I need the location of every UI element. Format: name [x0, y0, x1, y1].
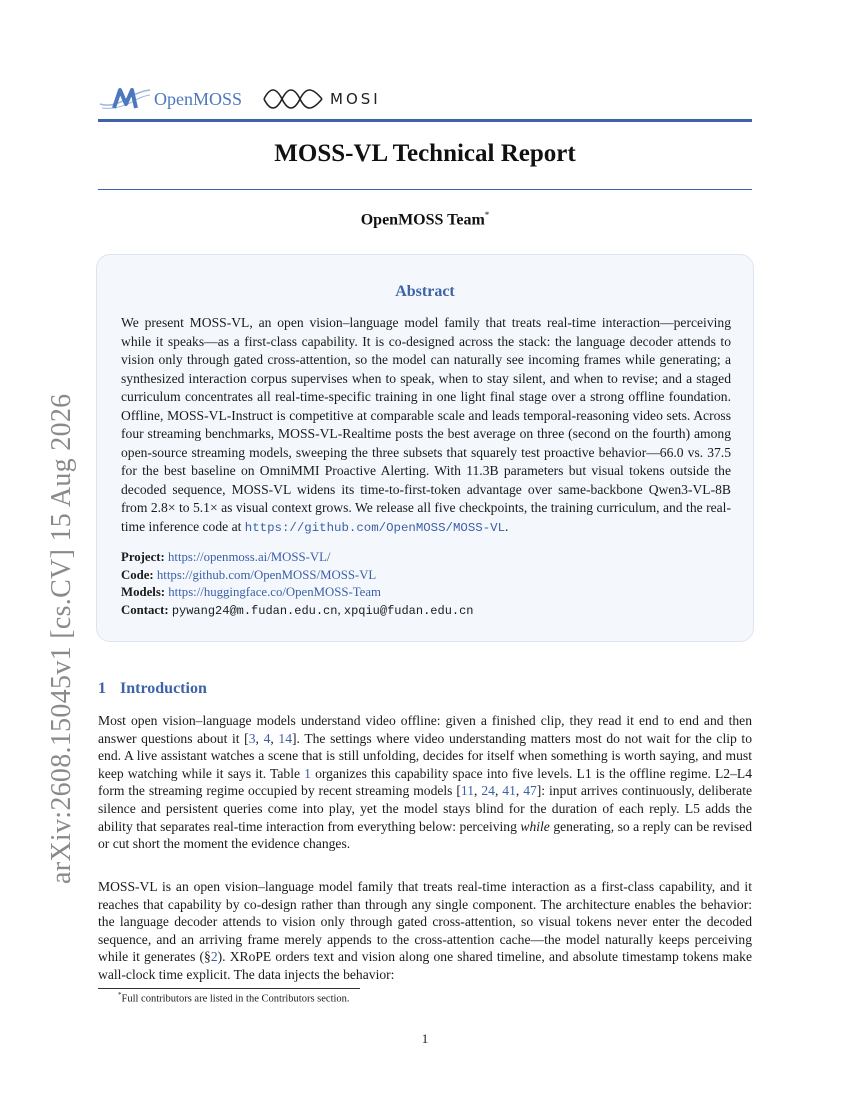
code-line: [121, 567, 474, 585]
citation[interactable]: 14: [278, 730, 292, 746]
header-logos: [98, 84, 381, 114]
footnote: [118, 991, 350, 1005]
abstract-box: [96, 254, 754, 642]
mosi-wave-icon: [262, 88, 324, 110]
citation[interactable]: 47: [523, 783, 537, 799]
citation[interactable]: 4: [263, 730, 271, 746]
contact-label: Contact:: [121, 602, 169, 617]
table-reference[interactable]: 1: [304, 765, 311, 781]
abstract-meta: [121, 549, 474, 620]
openmoss-logo-text: OpenMOSS: [154, 88, 243, 109]
arxiv-stamp: arXiv:2608.15045v1 [cs.CV] 15 Aug 2026: [46, 393, 77, 884]
abstract-code-link[interactable]: https://github.com/OpenMOSS/MOSS-VL: [244, 520, 506, 535]
section-heading: [98, 680, 207, 698]
project-line: [121, 549, 474, 567]
paper-authors: [98, 210, 752, 229]
title-rule-bottom: [98, 189, 752, 190]
author-footnote-mark: *: [484, 210, 490, 220]
contact-separator: ,: [337, 602, 341, 617]
footnote-rule: [98, 988, 360, 989]
section-number: 1: [98, 680, 106, 697]
project-label: Project:: [121, 550, 165, 564]
emphasis-while: while: [520, 818, 550, 834]
page-number: 1: [421, 1031, 429, 1046]
openmoss-mark-icon: [98, 86, 152, 112]
abstract-body: We present MOSS-VL, an open vision–language model family that treats real-time interaction—perceiving while it speaks—as a first-class capability. It is co-designed across the stack: the language decoder attends to vision only through gated cross-attention, so the model can naturally see incoming frames while generating; a synthesized interaction corpus supervises when to speak, when to stay silent, and when to revise; and a staged curriculum concentrates all real-time-specific training in one light final stage over a strong offline foundation. Offline, MOSS-VL-Instruct is competitive at comparable scale and leads temporal-reasoning video sets. Across four streaming benchmarks, MOSS-VL-Realtime posts the best average on three (second on the fourth) among open-source streaming models, sweeping the three subsets that squarely test proactive behavior—66.0 vs. 37.5 for the best baseline on OmniMMI Proactive Alerting. With 11.3B parameters but visual tokens outside the decoded sequence, MOSS-VL widens its time-to-first-token advantage over same-backbone Qwen3-VL-8B from 2.8× to 5.1× as visual context grows. We release all five checkpoints, the training curriculum, and the real-time inference code at: [121, 315, 731, 534]
p1-text-4: ]: input arrives continuously, deliberate silence and persistent queries come into play, yet the model stays blind for the duration of each reply. L5 adds the ability that separates real-time interaction from everything below: perceiving: [98, 783, 753, 834]
intro-paragraph-1: Most open vision–language models understand video offline: given a finished clip, they read it end to end and then answer questions about it [3, 4, 14]. The settings where video understanding matters most do not wait for the clip to end. A live assistant watches a scene that is still unfolding, decides for itself when something is worth saying, and must keep watching while it says it. Table 1 organizes this capability space into five levels. L1 is the offline regime. L2–L4 form the streaming regime occupied by recent streaming models [11, 24, 41, 47]: input arrives continuously, deliberate silence and persistent queries come into play, yet the model stays blind for the duration of each reply. L5 adds the ability that separates real-time interaction from everything below: perceiving while generating, so a reply can be revised or cut short the moment the evidence changes.: [98, 713, 753, 852]
intro-paragraph-2: [98, 878, 752, 984]
openmoss-logo: [98, 86, 242, 112]
section-reference[interactable]: 2: [210, 949, 218, 965]
p1-text-1: Most open vision–language models understand video offline: given a finished clip, they read it end to end and then answer questions about it [: [98, 713, 752, 746]
code-label: Code:: [121, 567, 154, 582]
models-line: [121, 584, 474, 602]
contact-email-2[interactable]: xpqiu@fudan.edu.cn: [343, 603, 474, 618]
abstract-text: [121, 314, 731, 537]
citation[interactable]: 41: [502, 783, 516, 799]
mosi-logo-text: MOSI: [330, 90, 381, 108]
project-link[interactable]: https://openmoss.ai/MOSS-VL/: [168, 550, 331, 564]
models-link[interactable]: https://huggingface.co/OpenMOSS-Team: [168, 585, 381, 599]
p1-text-2: ]. The settings where video understanding matters most do not wait for the clip to end. A live assistant watches a scene that is still unfolding, decides for itself when something is worth saying, and must keep watching while it says it. Table: [98, 730, 753, 781]
code-link[interactable]: https://github.com/OpenMOSS/MOSS-VL: [156, 567, 377, 582]
author-name: OpenMOSS Team: [360, 211, 485, 229]
models-label: Models:: [121, 585, 166, 599]
citation[interactable]: 11: [460, 783, 475, 799]
mosi-logo: [262, 88, 381, 110]
footnote-text: Full contributors are listed in the Contributors section.: [121, 993, 350, 1005]
abstract-period: .: [505, 518, 509, 534]
citation[interactable]: 3: [248, 730, 256, 746]
section-title: Introduction: [120, 680, 207, 697]
contact-email-1[interactable]: pywang24@m.fudan.edu.cn: [171, 603, 338, 618]
title-rule-top: [98, 119, 752, 122]
p2-text-2: ). XRoPE orders text and vision along one shared timeline, and absolute timestamp tokens make wall-clock time explicit. The data injects the behavior:: [98, 949, 752, 982]
p1-text-3: organizes this capability space into five levels. L1 is the offline regime. L2–L4 form the streaming regime occupied by recent streaming models [: [98, 765, 752, 799]
footnote-mark: *: [118, 991, 122, 999]
contact-line: [121, 602, 474, 621]
p2-text-1: MOSS-VL is an open vision–language model family that treats real-time interaction as a first-class capability, and it reaches that capability by co-design rather than through any single component. The architecture enables the behavior: the language decoder attends to vision only through gated cross-attention, so visual tokens never enter the decoded sequence, and an arriving frame merely appends to the cross-attention cache—the model naturally keeps perceiving while it generates (§: [98, 879, 752, 965]
paper-title: MOSS-VL Technical Report: [274, 140, 576, 167]
p1-text-5: generating, so a reply can be revised or cut short the moment the evidence changes.: [98, 818, 752, 852]
abstract-heading: Abstract: [395, 283, 455, 300]
citation[interactable]: 24: [481, 783, 495, 799]
